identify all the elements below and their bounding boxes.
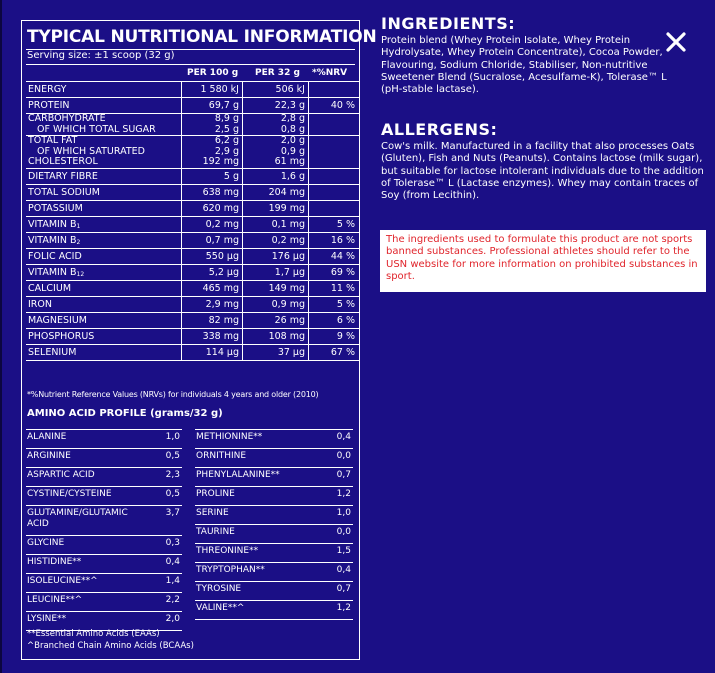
nutrient-name-line: MAGNESIUM bbox=[28, 314, 87, 326]
amino-row bbox=[26, 429, 182, 448]
value-per32-line: 22,3 g bbox=[274, 100, 305, 111]
vitamin-subscript: 1 bbox=[76, 222, 81, 230]
value-nrv bbox=[309, 344, 360, 360]
value-nrv bbox=[309, 312, 360, 328]
nutrient-name-line: VITAMIN B bbox=[28, 234, 77, 246]
amino-name: PHENYLALANINE** bbox=[196, 470, 280, 480]
value-per100-line: 465 mg bbox=[202, 282, 239, 294]
amino-value: 0,5 bbox=[165, 489, 180, 499]
value-per32 bbox=[243, 312, 309, 328]
nutrition-row bbox=[26, 312, 359, 328]
value-per32-line: 149 mg bbox=[268, 282, 305, 294]
nutrition-row bbox=[26, 232, 359, 248]
amino-name: TAURINE bbox=[196, 527, 235, 537]
amino-value: 2,0 bbox=[165, 614, 180, 624]
amino-row bbox=[195, 505, 353, 524]
amino-value: 0,3 bbox=[165, 538, 180, 548]
amino-name: PROLINE bbox=[196, 489, 235, 499]
value-nrv bbox=[309, 168, 360, 184]
amino-value: 0,0 bbox=[336, 451, 351, 461]
value-per32 bbox=[243, 232, 309, 248]
amino-value: 0,4 bbox=[336, 432, 351, 442]
nutrient-name bbox=[26, 82, 182, 98]
value-per32-line: 2,8 g bbox=[280, 113, 305, 124]
nutrient-name bbox=[26, 312, 182, 328]
amino-value: 0,4 bbox=[165, 557, 180, 567]
value-per100-line: 0,7 mg bbox=[205, 234, 239, 246]
value-per32 bbox=[243, 296, 309, 312]
ingredients-text: Protein blend (Whey Protein Isolate, Whey Protein Hydrolysate, Whey Protein Concentrate), Cocoa Powder, Flavouring, Sodium Chloride, Stabiliser, Non-nutritive Sweetener Blend (Sucralose, Acesulfame-K), Tolerase™ L (pH-stable lactase). bbox=[381, 35, 667, 96]
value-per32-line: 0,8 g bbox=[280, 123, 305, 135]
value-per32 bbox=[243, 216, 309, 232]
amino-name: CYSTINE/CYSTEINE bbox=[27, 489, 112, 499]
nutrient-name bbox=[26, 280, 182, 296]
value-per32-line: 26 mg bbox=[274, 314, 305, 326]
amino-value: 0,5 bbox=[165, 451, 180, 461]
nutrient-name-line: TOTAL FAT bbox=[28, 135, 78, 147]
nutrient-name bbox=[26, 216, 182, 232]
value-per100-line: 2,5 g bbox=[214, 123, 239, 135]
amino-name: HISTIDINE** bbox=[27, 557, 82, 567]
nutrient-name bbox=[26, 136, 182, 169]
amino-row bbox=[26, 611, 182, 630]
value-nrv bbox=[309, 114, 360, 136]
vitamin-subscript: 12 bbox=[76, 270, 85, 278]
value-per32 bbox=[243, 98, 309, 114]
value-per100 bbox=[182, 168, 243, 184]
left-edge bbox=[0, 0, 2, 673]
amino-value: 0,7 bbox=[336, 584, 351, 594]
nutrient-name bbox=[26, 168, 182, 184]
amino-row bbox=[26, 592, 182, 611]
value-per100 bbox=[182, 200, 243, 216]
value-per100 bbox=[182, 136, 243, 169]
nutrition-row bbox=[26, 280, 359, 296]
value-per100 bbox=[182, 232, 243, 248]
value-nrv bbox=[309, 82, 360, 98]
value-per100-line: 638 mg bbox=[202, 186, 239, 198]
value-nrv bbox=[309, 248, 360, 264]
amino-row bbox=[26, 573, 182, 592]
nutrient-name-line: CARBOHYDRATE bbox=[28, 113, 106, 124]
amino-name: ALANINE bbox=[27, 432, 67, 442]
header-nrv: *%NRV bbox=[312, 68, 348, 78]
nutrient-name-line: OF WHICH SATURATED bbox=[28, 145, 145, 157]
amino-name: ASPARTIC ACID bbox=[27, 470, 95, 480]
value-per100 bbox=[182, 248, 243, 264]
serving-size: Serving size: ±1 scoop (32 g) bbox=[27, 50, 175, 61]
amino-value: 0,4 bbox=[336, 565, 351, 575]
nutrition-row bbox=[26, 114, 359, 136]
nutrition-row bbox=[26, 296, 359, 312]
value-nrv-line: 6 % bbox=[336, 314, 355, 326]
header-per32: PER 32 g bbox=[255, 68, 300, 78]
value-per100-line: 338 mg bbox=[202, 330, 239, 342]
value-per32-line: 176 μg bbox=[271, 250, 305, 262]
value-nrv-line: 16 % bbox=[330, 234, 355, 246]
value-per32-line: 199 mg bbox=[268, 202, 305, 214]
nutrient-name bbox=[26, 248, 182, 264]
value-per32-line: 204 mg bbox=[268, 186, 305, 198]
amino-name: ISOLEUCINE**^ bbox=[27, 576, 98, 586]
nutrient-name-line: TOTAL SODIUM bbox=[28, 186, 100, 198]
value-nrv-line: 11 % bbox=[330, 282, 355, 294]
amino-column-right bbox=[195, 429, 353, 620]
amino-value: 2,2 bbox=[165, 595, 180, 605]
value-per100 bbox=[182, 98, 243, 114]
value-per32 bbox=[243, 344, 309, 360]
value-nrv-line: 9 % bbox=[336, 330, 355, 342]
value-per32 bbox=[243, 280, 309, 296]
value-per100 bbox=[182, 216, 243, 232]
value-nrv bbox=[309, 328, 360, 344]
amino-value: 2,3 bbox=[165, 470, 180, 480]
amino-name: GLUTAMINE/GLUTAMIC ACID bbox=[27, 508, 128, 529]
ingredients-heading: INGREDIENTS: bbox=[381, 14, 516, 33]
amino-column-left bbox=[26, 429, 182, 631]
value-per32-line: 2,0 g bbox=[280, 135, 305, 147]
nutrient-name-line: OF WHICH TOTAL SUGAR bbox=[28, 123, 156, 135]
nutrition-row bbox=[26, 248, 359, 264]
amino-value: 0,7 bbox=[336, 470, 351, 480]
amino-row bbox=[195, 486, 353, 505]
value-per100-line: 1 580 kJ bbox=[200, 84, 239, 95]
value-per32-line: 506 kJ bbox=[275, 84, 305, 95]
nutrition-row bbox=[26, 344, 359, 360]
value-per100-line: 8,9 g bbox=[214, 113, 239, 124]
value-per100-line: 192 mg bbox=[202, 156, 239, 168]
value-per32 bbox=[243, 264, 309, 280]
value-per32-line: 0,9 g bbox=[280, 145, 305, 157]
value-per100 bbox=[182, 296, 243, 312]
value-per100 bbox=[182, 344, 243, 360]
value-per32 bbox=[243, 168, 309, 184]
amino-row bbox=[195, 429, 353, 448]
amino-row bbox=[26, 535, 182, 554]
header-per100: PER 100 g bbox=[187, 68, 239, 78]
amino-name: ORNITHINE bbox=[196, 451, 247, 461]
amino-value: 1,0 bbox=[336, 508, 351, 518]
nutrient-name bbox=[26, 232, 182, 248]
value-per100 bbox=[182, 114, 243, 136]
amino-title: AMINO ACID PROFILE (grams/32 g) bbox=[27, 408, 223, 419]
nutrient-name-line: CHOLESTEROL bbox=[28, 156, 98, 168]
nutrition-table bbox=[26, 81, 359, 361]
value-per100 bbox=[182, 184, 243, 200]
value-per32-line: 0,2 mg bbox=[271, 234, 305, 246]
nutrient-name-line: POTASSIUM bbox=[28, 202, 83, 214]
value-nrv bbox=[309, 136, 360, 169]
nutrition-panel bbox=[21, 20, 377, 660]
nutrition-row bbox=[26, 264, 359, 280]
value-per32 bbox=[243, 248, 309, 264]
amino-name: VALINE**^ bbox=[196, 603, 245, 613]
value-per32 bbox=[243, 184, 309, 200]
amino-name: TYROSINE bbox=[196, 584, 242, 594]
nutrition-row bbox=[26, 200, 359, 216]
amino-row bbox=[26, 467, 182, 486]
value-per32-line: 0,9 mg bbox=[271, 298, 305, 310]
nutrient-name bbox=[26, 328, 182, 344]
value-per32 bbox=[243, 136, 309, 169]
value-per100-line: 0,2 mg bbox=[205, 218, 239, 230]
nutrient-name bbox=[26, 114, 182, 136]
value-per100-line: 2,9 g bbox=[214, 145, 239, 157]
amino-value: 1,2 bbox=[336, 603, 351, 613]
nutrition-row bbox=[26, 82, 359, 98]
amino-row bbox=[26, 486, 182, 505]
nutrient-name-line: PROTEIN bbox=[28, 100, 70, 111]
amino-end-rule bbox=[195, 619, 353, 620]
value-nrv bbox=[309, 280, 360, 296]
amino-row bbox=[26, 505, 182, 535]
value-nrv bbox=[309, 98, 360, 114]
footnote-bcaa: ^Branched Chain Amino Acids (BCAAs) bbox=[27, 641, 194, 651]
footnote-eaa: **Essential Amino Acids (EAAs) bbox=[27, 629, 160, 639]
nutrient-name-line: VITAMIN B bbox=[28, 218, 77, 230]
value-per100-line: 6,2 g bbox=[214, 135, 239, 147]
allergens-heading: ALLERGENS: bbox=[381, 120, 498, 139]
nutrition-row bbox=[26, 328, 359, 344]
value-per100 bbox=[182, 82, 243, 98]
amino-row bbox=[195, 581, 353, 600]
value-per32-line: 1,7 μg bbox=[274, 266, 305, 278]
nrv-note: *%Nutrient Reference Values (NRVs) for individuals 4 years and older (2010) bbox=[27, 390, 319, 399]
value-per32-line: 108 mg bbox=[268, 330, 305, 342]
nutrient-name-line: DIETARY FIBRE bbox=[28, 170, 98, 182]
amino-row bbox=[195, 467, 353, 486]
nutrient-name-line: SELENIUM bbox=[28, 346, 77, 358]
nutrition-title: TYPICAL NUTRITIONAL INFORMATION bbox=[27, 27, 377, 47]
value-nrv bbox=[309, 296, 360, 312]
value-per100-line: 620 mg bbox=[202, 202, 239, 214]
amino-name: METHIONINE** bbox=[196, 432, 263, 442]
value-per32-line: 1,6 g bbox=[280, 170, 305, 182]
nutrient-name bbox=[26, 200, 182, 216]
value-per32-line: 61 mg bbox=[274, 156, 305, 168]
value-per32-line: 37 μg bbox=[277, 346, 305, 358]
value-nrv-line: 67 % bbox=[330, 346, 355, 358]
amino-row bbox=[26, 448, 182, 467]
nutrient-name-line: VITAMIN B bbox=[28, 266, 77, 278]
value-nrv-line: 44 % bbox=[330, 250, 355, 262]
amino-value: 1,4 bbox=[165, 576, 180, 586]
amino-row bbox=[195, 448, 353, 467]
amino-name: ARGININE bbox=[27, 451, 71, 461]
amino-name: LYSINE** bbox=[27, 614, 67, 624]
value-per100 bbox=[182, 264, 243, 280]
nutrition-row bbox=[26, 168, 359, 184]
value-per32 bbox=[243, 328, 309, 344]
vitamin-subscript: 2 bbox=[76, 238, 81, 246]
value-per32 bbox=[243, 82, 309, 98]
nutrient-name-line: FOLIC ACID bbox=[28, 250, 82, 262]
value-per100-line: 69,7 g bbox=[208, 100, 239, 111]
amino-value: 3,7 bbox=[165, 508, 180, 518]
value-per100-line: 5 g bbox=[223, 170, 239, 182]
serving-rule bbox=[26, 64, 355, 65]
value-nrv-line: 40 % bbox=[330, 100, 355, 111]
nutrient-name bbox=[26, 264, 182, 280]
value-per100 bbox=[182, 312, 243, 328]
nutrient-name-line: PHOSPHORUS bbox=[28, 330, 95, 342]
amino-value: 1,0 bbox=[165, 432, 180, 442]
value-per100-line: 114 μg bbox=[205, 346, 239, 358]
value-nrv bbox=[309, 216, 360, 232]
allergens-text: Cow's milk. Manufactured in a facility that also processes Oats (Gluten), Fish and Nuts (Peanuts). Contains lactose (milk sugar), but suitable for lactose intolerant individuals due to the addition of Tolerase™ L (Lactase enzymes). Whey may contain traces of Soy (from Lecithin). bbox=[381, 141, 704, 202]
nutrient-name bbox=[26, 296, 182, 312]
value-nrv bbox=[309, 264, 360, 280]
nutrition-row bbox=[26, 98, 359, 114]
amino-value: 0,0 bbox=[336, 527, 351, 537]
amino-row bbox=[195, 543, 353, 562]
banned-substances-notice: The ingredients used to formulate this product are not sports banned substances. Professional athletes should refer to the USN website for more information on prohibited substances in sport. bbox=[380, 230, 706, 292]
value-nrv bbox=[309, 200, 360, 216]
value-per100-line: 5,2 μg bbox=[208, 266, 239, 278]
value-nrv-line: 5 % bbox=[336, 298, 355, 310]
value-per100-line: 550 μg bbox=[205, 250, 239, 262]
value-per32 bbox=[243, 200, 309, 216]
value-nrv bbox=[309, 232, 360, 248]
nutrient-name bbox=[26, 98, 182, 114]
nutrient-name bbox=[26, 344, 182, 360]
nutrition-row bbox=[26, 216, 359, 232]
amino-row bbox=[195, 562, 353, 581]
nutrition-row bbox=[26, 184, 359, 200]
nutrition-row bbox=[26, 136, 359, 169]
amino-row bbox=[195, 524, 353, 543]
value-per100 bbox=[182, 280, 243, 296]
amino-name: THREONINE** bbox=[196, 546, 259, 556]
value-nrv-line: 5 % bbox=[336, 218, 355, 230]
nutrient-name-line: ENERGY bbox=[28, 84, 67, 95]
value-per100 bbox=[182, 328, 243, 344]
value-per32 bbox=[243, 114, 309, 136]
value-per100-line: 2,9 mg bbox=[205, 298, 239, 310]
amino-name: TRYPTOPHAN** bbox=[196, 565, 265, 575]
amino-name: GLYCINE bbox=[27, 538, 65, 548]
amino-value: 1,2 bbox=[336, 489, 351, 499]
value-nrv-line: 69 % bbox=[330, 266, 355, 278]
amino-row bbox=[195, 600, 353, 619]
value-nrv bbox=[309, 184, 360, 200]
amino-value: 1,5 bbox=[336, 546, 351, 556]
value-per100-line: 82 mg bbox=[208, 314, 239, 326]
nutrient-name-line: IRON bbox=[28, 298, 52, 310]
amino-row bbox=[26, 554, 182, 573]
nutrient-name-line: CALCIUM bbox=[28, 282, 72, 294]
value-per32-line: 0,1 mg bbox=[271, 218, 305, 230]
amino-name: LEUCINE**^ bbox=[27, 595, 83, 605]
amino-name: SERINE bbox=[196, 508, 229, 518]
nutrient-name bbox=[26, 184, 182, 200]
